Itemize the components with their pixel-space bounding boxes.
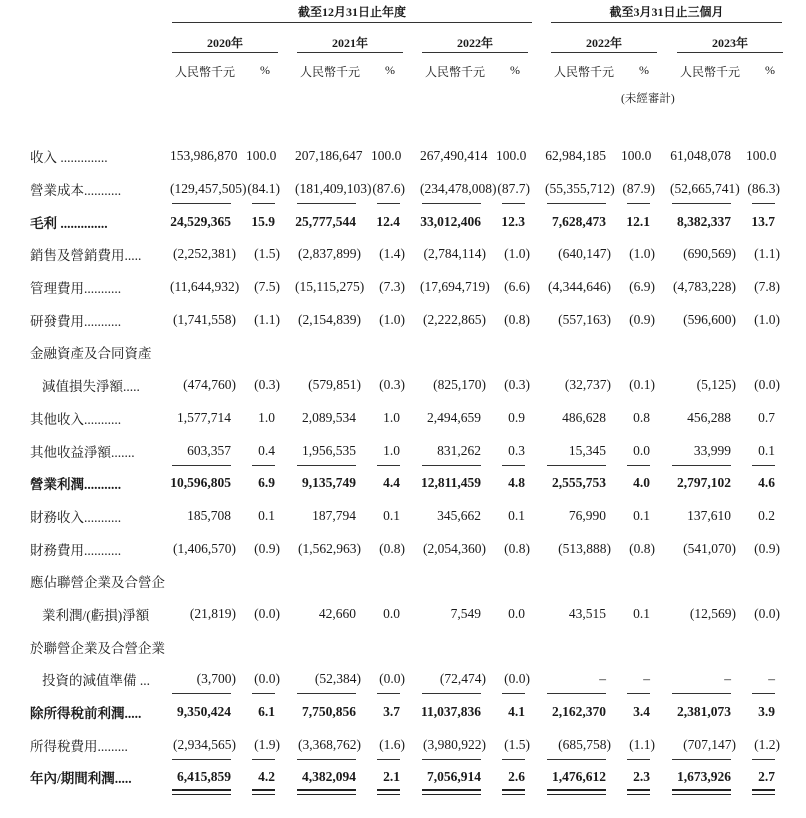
amount-cell: (2,784,114)	[423, 246, 486, 262]
percent-cell: 100.0	[746, 148, 777, 164]
percent-cell: 12.3	[501, 213, 525, 229]
amount-cell: 43,515	[568, 605, 606, 621]
percent-cell: (1.9)	[246, 737, 280, 753]
table-row	[30, 761, 780, 794]
amount-cell: 1,577,714	[177, 409, 231, 425]
percent-cell: 0.2	[758, 507, 775, 523]
divider	[422, 52, 528, 53]
percent-cell: (0.0)	[754, 605, 780, 621]
amount-cell: 10,596,805	[170, 475, 231, 491]
row-label: 營業利潤...........	[30, 477, 122, 493]
percent-cell: 3.9	[758, 704, 775, 720]
divider	[551, 22, 782, 23]
unit-amount-label: 人民幣千元	[300, 65, 361, 79]
amount-cell: (3,368,762)	[295, 737, 361, 753]
amount-cell: 4,382,094	[295, 769, 361, 785]
amount-cell: 24,529,365	[170, 213, 231, 229]
percent-cell: (1.1)	[754, 246, 780, 262]
amount-cell: (181,409,103)	[295, 181, 372, 197]
percent-cell: (1.1)	[254, 311, 280, 327]
percent-cell: 2.7	[746, 769, 780, 785]
row-label: 財務費用...........	[30, 542, 122, 558]
table-row	[30, 728, 780, 761]
percent-cell: 0.4	[246, 443, 280, 459]
percent-cell: 100.0	[371, 148, 402, 164]
amount-cell: (17,694,719)	[420, 279, 490, 295]
percent-cell: 0.1	[383, 507, 400, 523]
income-statement-table	[30, 140, 780, 794]
percent-cell: (0.9)	[754, 540, 780, 556]
amount-cell: (640,147)	[558, 246, 611, 262]
percent-cell: (1.0)	[629, 246, 655, 262]
amount-cell: 603,357	[170, 443, 236, 459]
percent-cell: (0.0)	[496, 671, 530, 687]
amount-cell: 9,350,424	[177, 704, 231, 720]
percent-cell: 4.6	[758, 475, 775, 491]
table-row	[30, 696, 780, 729]
table-row	[30, 205, 780, 238]
amount-cell: 2,089,534	[302, 409, 356, 425]
amount-cell: (690,569)	[683, 246, 736, 262]
amount-cell: (579,851)	[308, 377, 361, 393]
percent-cell: 0.1	[633, 605, 650, 621]
amount-cell: 1,956,535	[295, 443, 361, 459]
amount-cell: (129,457,505)	[170, 181, 247, 197]
percent-cell: 0.1	[633, 507, 650, 523]
percent-cell: 0.8	[633, 409, 650, 425]
amount-cell: 33,999	[670, 443, 736, 459]
row-label: 毛利 ..............	[30, 215, 108, 231]
unit-amount-label: 人民幣千元	[680, 65, 741, 79]
percent-cell: (0.8)	[504, 311, 530, 327]
amount-cell: (2,837,899)	[298, 246, 361, 262]
percent-cell: (6.6)	[504, 279, 530, 295]
amount-cell: 7,056,914	[420, 769, 486, 785]
amount-cell: 76,990	[568, 507, 606, 523]
percent-cell: (1.0)	[754, 311, 780, 327]
percent-cell: (0.0)	[254, 605, 280, 621]
percent-cell: 2.1	[371, 769, 405, 785]
amount-cell: 267,490,414	[420, 148, 488, 164]
amount-cell: (596,600)	[683, 311, 736, 327]
unit-amount-label: 人民幣千元	[175, 65, 236, 79]
amount-cell: (4,783,228)	[673, 279, 736, 295]
amount-cell: 207,186,647	[295, 148, 363, 164]
percent-cell: (84.1)	[247, 181, 280, 197]
table-row	[30, 500, 780, 533]
table-row	[30, 565, 780, 598]
amount-cell: 7,750,856	[302, 704, 356, 720]
percent-cell: (1.2)	[746, 737, 780, 753]
amount-cell: 7,628,473	[552, 213, 606, 229]
percent-cell: 1.0	[371, 443, 405, 459]
amount-cell: 137,610	[687, 507, 731, 523]
amount-cell: (52,665,741)	[670, 181, 740, 197]
table-row	[30, 271, 780, 304]
percent-cell: (0.0)	[754, 377, 780, 393]
amount-cell: (52,384)	[295, 671, 361, 687]
percent-cell: 15.9	[251, 213, 275, 229]
amount-cell: 8,382,337	[677, 213, 731, 229]
amount-cell: (4,344,646)	[548, 279, 611, 295]
table-row	[30, 336, 780, 369]
amount-cell: (234,478,008)	[420, 181, 497, 197]
amount-cell: (3,980,922)	[420, 737, 486, 753]
percent-cell: (87.7)	[497, 181, 530, 197]
amount-cell: (2,054,360)	[423, 540, 486, 556]
amount-cell: (2,154,839)	[298, 311, 361, 327]
percent-cell: 13.7	[751, 213, 775, 229]
percent-cell: (1.5)	[496, 737, 530, 753]
amount-cell: –	[670, 671, 736, 687]
row-label: 應佔聯營企業及合營企	[30, 575, 165, 591]
unit-amount-label: 人民幣千元	[554, 65, 615, 79]
percent-cell: (7.3)	[379, 279, 405, 295]
annual-period-header: 截至12月31日止年度	[297, 5, 406, 19]
amount-cell: (685,758)	[545, 737, 611, 753]
amount-cell: 153,986,870	[170, 148, 238, 164]
row-label: 金融資產及合同資產	[30, 346, 152, 362]
percent-cell: (1.1)	[621, 737, 655, 753]
amount-cell: 345,662	[437, 507, 481, 523]
year-header: 2021年	[331, 36, 368, 50]
amount-cell: (474,760)	[183, 377, 236, 393]
amount-cell: 185,708	[187, 507, 231, 523]
table-row	[30, 173, 780, 206]
divider	[172, 52, 278, 53]
amount-cell: (2,252,381)	[173, 246, 236, 262]
amount-cell: (513,888)	[558, 540, 611, 556]
divider	[297, 52, 403, 53]
amount-cell: 486,628	[562, 409, 606, 425]
row-label: 除所得稅前利潤.....	[30, 706, 142, 722]
percent-cell: (86.3)	[747, 181, 780, 197]
percent-cell: (1.0)	[379, 311, 405, 327]
percent-cell: (7.8)	[754, 279, 780, 295]
amount-cell: 2,494,659	[427, 409, 481, 425]
table-row	[30, 140, 780, 173]
unit-amount-label: 人民幣千元	[425, 65, 486, 79]
percent-cell: 3.4	[633, 704, 650, 720]
percent-cell: 1.0	[383, 409, 400, 425]
unit-percent-label: %	[260, 63, 270, 77]
divider	[172, 22, 532, 23]
percent-cell: (1.5)	[254, 246, 280, 262]
percent-cell: (1.0)	[504, 246, 530, 262]
amount-cell: (1,406,570)	[173, 540, 236, 556]
percent-cell: (0.3)	[504, 377, 530, 393]
amount-cell: 12,811,459	[420, 475, 481, 491]
amount-cell: 187,794	[312, 507, 356, 523]
unit-percent-label: %	[385, 63, 395, 77]
percent-cell: (0.9)	[629, 311, 655, 327]
unit-percent-label: %	[639, 63, 649, 77]
percent-cell: 6.9	[258, 475, 275, 491]
amount-cell: (32,737)	[564, 377, 611, 393]
amount-cell: –	[545, 671, 611, 687]
percent-cell: 0.1	[258, 507, 275, 523]
amount-cell: 9,135,749	[302, 475, 356, 491]
amount-cell: 62,984,185	[545, 148, 606, 164]
amount-cell: (1,741,558)	[173, 311, 236, 327]
table-row	[30, 467, 780, 500]
percent-cell: 100.0	[621, 148, 652, 164]
percent-cell: 4.4	[383, 475, 400, 491]
row-label: 業利潤/(虧損)淨額	[42, 607, 150, 623]
amount-cell: (2,934,565)	[170, 737, 236, 753]
percent-cell: 4.8	[508, 475, 525, 491]
percent-cell: 100.0	[246, 148, 277, 164]
percent-cell: 4.1	[508, 704, 525, 720]
percent-cell: (6.9)	[629, 279, 655, 295]
amount-cell: (12,569)	[689, 605, 736, 621]
row-label: 管理費用...........	[30, 281, 122, 297]
amount-cell: 6,415,859	[170, 769, 236, 785]
percent-cell: 0.1	[508, 507, 525, 523]
amount-cell: 25,777,544	[295, 213, 356, 229]
amount-cell: (541,070)	[683, 540, 736, 556]
amount-cell: (1,562,963)	[298, 540, 361, 556]
percent-cell: (0.8)	[504, 540, 530, 556]
percent-cell: 1.0	[258, 409, 275, 425]
row-label: 減值損失淨額.....	[42, 379, 140, 395]
year-header: 2020年	[206, 36, 243, 50]
row-label: 銷售及營銷費用.....	[30, 248, 142, 264]
amount-cell: 456,288	[687, 409, 731, 425]
percent-cell: (0.1)	[629, 377, 655, 393]
percent-cell: 0.0	[508, 605, 525, 621]
percent-cell: 0.0	[621, 443, 655, 459]
amount-cell: 61,048,078	[670, 148, 731, 164]
amount-cell: 42,660	[318, 605, 356, 621]
amount-cell: 1,673,926	[670, 769, 736, 785]
year-header: 2023年	[711, 36, 748, 50]
percent-cell: 4.2	[246, 769, 280, 785]
amount-cell: 2,381,073	[677, 704, 731, 720]
row-label: 年內/期間利潤.....	[30, 771, 132, 787]
table-row	[30, 630, 780, 663]
year-header: 2022年	[456, 36, 493, 50]
amount-cell: (557,163)	[558, 311, 611, 327]
row-label: 投資的減值準備 ...	[42, 673, 150, 689]
table-row	[30, 238, 780, 271]
amount-cell: 1,476,612	[545, 769, 611, 785]
percent-cell: 100.0	[496, 148, 527, 164]
row-label: 研發費用...........	[30, 313, 122, 329]
percent-cell: (0.8)	[379, 540, 405, 556]
amount-cell: 15,345	[545, 443, 611, 459]
amount-cell: (15,115,275)	[295, 279, 365, 295]
table-row	[30, 598, 780, 631]
amount-cell: (55,355,712)	[545, 181, 615, 197]
percent-cell: 3.7	[383, 704, 400, 720]
percent-cell: (0.0)	[246, 671, 280, 687]
amount-cell: (11,644,932)	[170, 279, 240, 295]
percent-cell: (0.3)	[254, 377, 280, 393]
percent-cell: (7.5)	[254, 279, 280, 295]
percent-cell: (0.8)	[629, 540, 655, 556]
row-label: 收入 ..............	[30, 150, 108, 166]
table-row	[30, 663, 780, 696]
table-row	[30, 434, 780, 467]
table-row	[30, 532, 780, 565]
percent-cell: 0.9	[508, 409, 525, 425]
amount-cell: (3,700)	[170, 671, 236, 687]
percent-cell: (0.0)	[371, 671, 405, 687]
percent-cell: 2.6	[496, 769, 530, 785]
quarter-period-header: 截至3月31日止三個月	[609, 5, 724, 19]
divider	[677, 52, 783, 53]
amount-cell: (21,819)	[189, 605, 236, 621]
amount-cell: 2,162,370	[552, 704, 606, 720]
row-label: 其他收入...........	[30, 411, 122, 427]
percent-cell: 12.1	[626, 213, 650, 229]
percent-cell: (0.9)	[254, 540, 280, 556]
year-header: 2022年	[585, 36, 622, 50]
amount-cell: 2,555,753	[552, 475, 606, 491]
amount-cell: (5,125)	[696, 377, 736, 393]
percent-cell: –	[621, 671, 655, 687]
amount-cell: 11,037,836	[420, 704, 481, 720]
amount-cell: (72,474)	[420, 671, 486, 687]
amount-cell: (2,222,865)	[423, 311, 486, 327]
percent-cell: –	[746, 671, 780, 687]
amount-cell: 2,797,102	[677, 475, 731, 491]
percent-cell: (87.9)	[622, 181, 655, 197]
row-label: 其他收益淨額.......	[30, 444, 135, 460]
percent-cell: 0.0	[383, 605, 400, 621]
unaudited-note: (未經審計)	[621, 93, 675, 105]
divider	[551, 52, 657, 53]
row-label: 於聯營企業及合營企業	[30, 640, 165, 656]
percent-cell: 4.0	[633, 475, 650, 491]
row-label: 所得稅費用.........	[30, 738, 128, 754]
percent-cell: 0.1	[746, 443, 780, 459]
percent-cell: (87.6)	[372, 181, 405, 197]
percent-cell: (1.6)	[371, 737, 405, 753]
amount-cell: (707,147)	[670, 737, 736, 753]
percent-cell: 12.4	[376, 213, 400, 229]
percent-cell: (0.3)	[379, 377, 405, 393]
row-label: 營業成本...........	[30, 183, 122, 199]
unit-percent-label: %	[510, 63, 520, 77]
amount-cell: 7,549	[450, 605, 481, 621]
row-label: 財務收入...........	[30, 509, 122, 525]
amount-cell: 33,012,406	[420, 213, 481, 229]
percent-cell: 6.1	[258, 704, 275, 720]
percent-cell: (1.4)	[379, 246, 405, 262]
amount-cell: (825,170)	[433, 377, 486, 393]
unit-percent-label: %	[765, 63, 775, 77]
percent-cell: 0.3	[496, 443, 530, 459]
percent-cell: 0.7	[758, 409, 775, 425]
table-row	[30, 402, 780, 435]
table-row	[30, 303, 780, 336]
percent-cell: 2.3	[621, 769, 655, 785]
amount-cell: 831,262	[420, 443, 486, 459]
table-row	[30, 369, 780, 402]
